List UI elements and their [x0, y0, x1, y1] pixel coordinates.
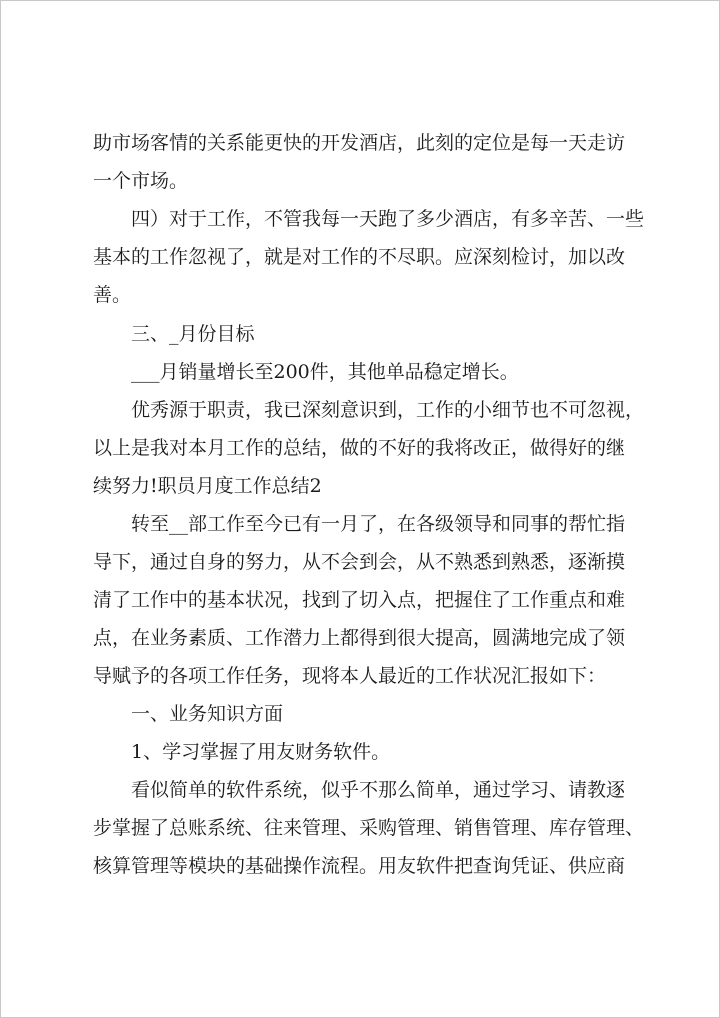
text-line: 善。 [93, 284, 132, 306]
text-line: 一个市场。 [93, 170, 189, 192]
text-line: 清了工作中的基本状况，找到了切入点，把握住了工作重点和难 [93, 589, 626, 611]
text-line: 续努力!职员月度工作总结2 [93, 475, 322, 497]
text-line: 基本的工作忽视了，就是对工作的不尽职。应深刻检讨，加以改 [93, 246, 626, 268]
text-line: 看似简单的软件系统，似乎不那么简单，通过学习、请教逐 [131, 779, 626, 801]
text-line: 以上是我对本月工作的总结，做的不好的我将改正，做得好的继 [93, 437, 626, 459]
section-heading: 三、_月份目标 [131, 323, 255, 345]
text-line: 转至__部工作至今已有一月了，在各级领导和同事的帮忙指 [131, 513, 626, 535]
text-line: 点，在业务素质、工作潜力上都得到很大提高，圆满地完成了领 [93, 627, 626, 649]
text-line: 优秀源于职责，我已深刻意识到，工作的小细节也不可忽视， [131, 399, 645, 421]
subsection-heading: 1、学习掌握了用友财务软件。 [131, 741, 391, 763]
text-line: 导赋予的各项工作任务，现将本人最近的工作状况汇报如下： [93, 665, 607, 687]
text-line: 导下，通过自身的努力，从不会到会，从不熟悉到熟悉，逐渐摸 [93, 551, 626, 573]
text-line: 四）对于工作，不管我每一天跑了多少酒店，有多辛苦、一些 [131, 208, 645, 230]
text-line: 助市场客情的关系能更快的开发酒店，此刻的定位是每一天走访 [93, 132, 626, 154]
text-line: 核算管理等模块的基础操作流程。用友软件把查询凭证、供应商 [93, 855, 626, 877]
text-line: ___月销量增长至200件，其他单品稳定增长。 [131, 361, 519, 383]
text-line: 步掌握了总账系统、往来管理、采购管理、销售管理、库存管理、 [93, 817, 645, 839]
section-heading: 一、业务知识方面 [131, 703, 284, 725]
